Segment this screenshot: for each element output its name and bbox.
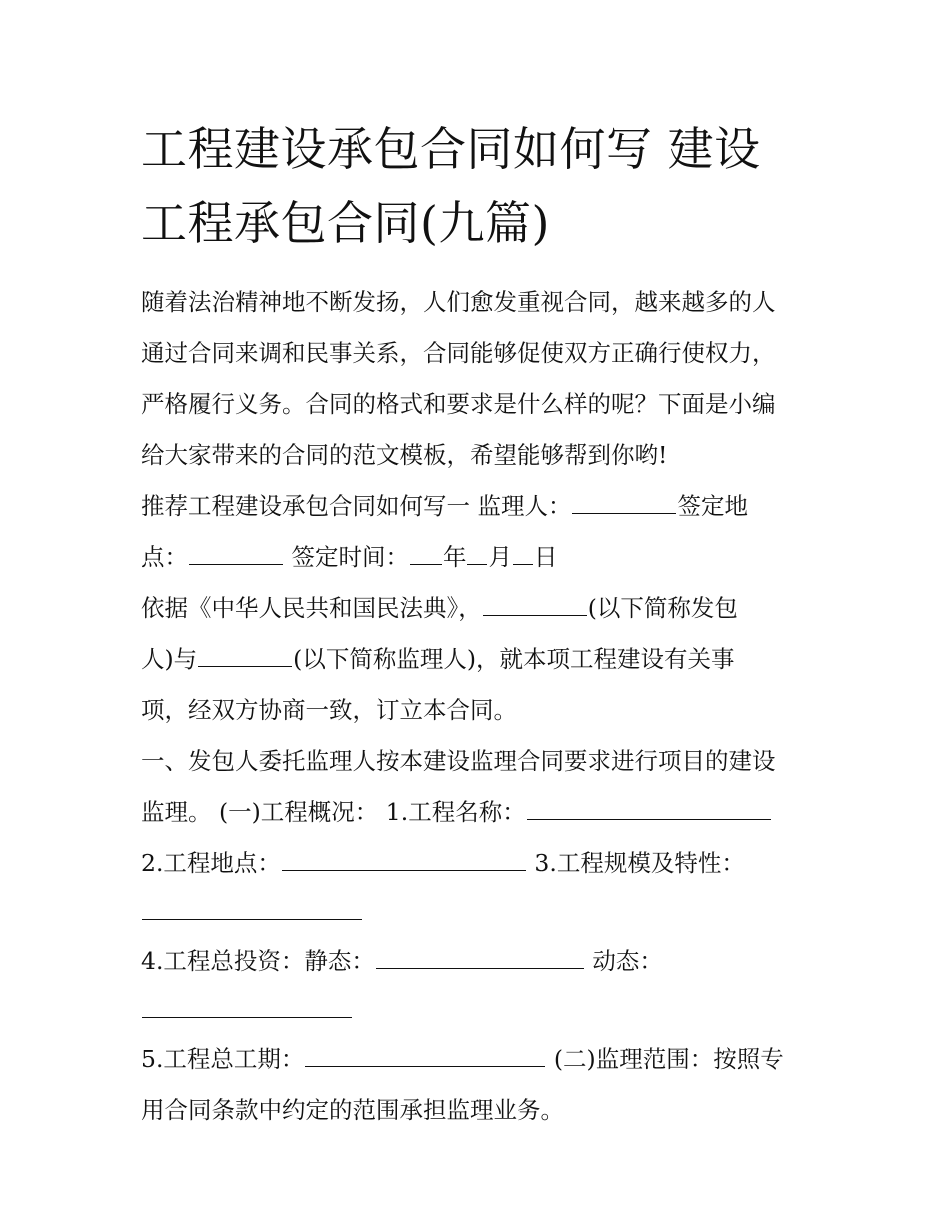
supervisor-name-blank: [198, 646, 292, 667]
total-duration-label: 5.工程总工期：: [141, 1045, 305, 1073]
intro-line-1: 随着法治精神地不断发扬，人们愈发重视合同，越来越多的人: [141, 288, 776, 316]
sign-place-blank: [189, 544, 283, 565]
section1-line-2: [141, 787, 831, 838]
intro-line-2: 通过合同来调和民事关系，合同能够促使双方正确行使权力，: [141, 339, 776, 367]
month-label: 月: [488, 543, 512, 571]
document-title: [141, 112, 821, 260]
basis-line-2: [141, 634, 831, 685]
project-scale-blank: [142, 899, 362, 920]
title-line-2: 工程承包合同(九篇): [141, 196, 550, 250]
section1-line-3: [141, 838, 831, 889]
basis-line-3: 项，经双方协商一致，订立本合同。: [141, 696, 517, 724]
section1-line-6: [141, 987, 831, 1034]
section1-line-1: 一、发包人委托监理人按本建设监理合同要求进行项目的建设: [141, 747, 776, 775]
total-investment-label: 4.工程总投资：静态：: [141, 947, 375, 975]
section1-line-8: 用合同条款中约定的范围承担监理业务。: [141, 1096, 564, 1124]
project-location-label: 2.工程地点：: [141, 849, 281, 877]
recommend-line-2: [141, 532, 831, 583]
supervisor-blank: [572, 493, 676, 514]
section1-line-7: [141, 1034, 831, 1085]
year-blank: [410, 544, 442, 565]
scope-text: (二)监理范围：按照专: [546, 1045, 784, 1073]
basis-line-1: [141, 583, 831, 634]
recommend-text-2: 签定地: [677, 492, 748, 520]
place-label-end: 点：: [141, 543, 188, 571]
day-blank: [513, 544, 533, 565]
basis-text-4: (以下简称监理人)，就本项工程建设有关事: [293, 645, 735, 673]
project-scale-label: 3.工程规模及特性：: [526, 849, 745, 877]
recommend-text-1: 推荐工程建设承包合同如何写一 监理人：: [141, 492, 572, 520]
project-location-blank: [282, 850, 526, 871]
title-line-1: 工程建设承包合同如何写 建设: [141, 122, 761, 176]
intro-line-4: 给大家带来的合同的范文模板，希望能够帮到你哟!: [141, 441, 668, 469]
basis-text-1: 依据《中华人民共和国民法典》，: [141, 594, 482, 622]
static-investment-blank: [376, 948, 584, 969]
basis-text-3: 人)与: [141, 645, 198, 673]
section1-line-5: [141, 936, 831, 987]
section1-line-4: [141, 889, 831, 936]
project-name-label: 监理。 (一)工程概况： 1.工程名称：: [141, 798, 526, 826]
day-label: 日: [533, 543, 558, 571]
recommend-line-1: [141, 481, 831, 532]
document-body: [141, 277, 831, 1136]
total-duration-blank: [305, 1046, 545, 1067]
year-label: 年: [442, 543, 467, 571]
intro-line-3: 严格履行义务。合同的格式和要求是什么样的呢？下面是小编: [141, 390, 776, 418]
sign-time-label: 签定时间：: [284, 543, 409, 571]
dynamic-label: 动态：: [584, 947, 663, 975]
project-name-blank: [527, 799, 771, 820]
basis-text-2: (以下简称发包: [587, 594, 738, 622]
employer-blank: [483, 595, 587, 616]
month-blank: [467, 544, 487, 565]
dynamic-investment-blank: [142, 997, 352, 1018]
